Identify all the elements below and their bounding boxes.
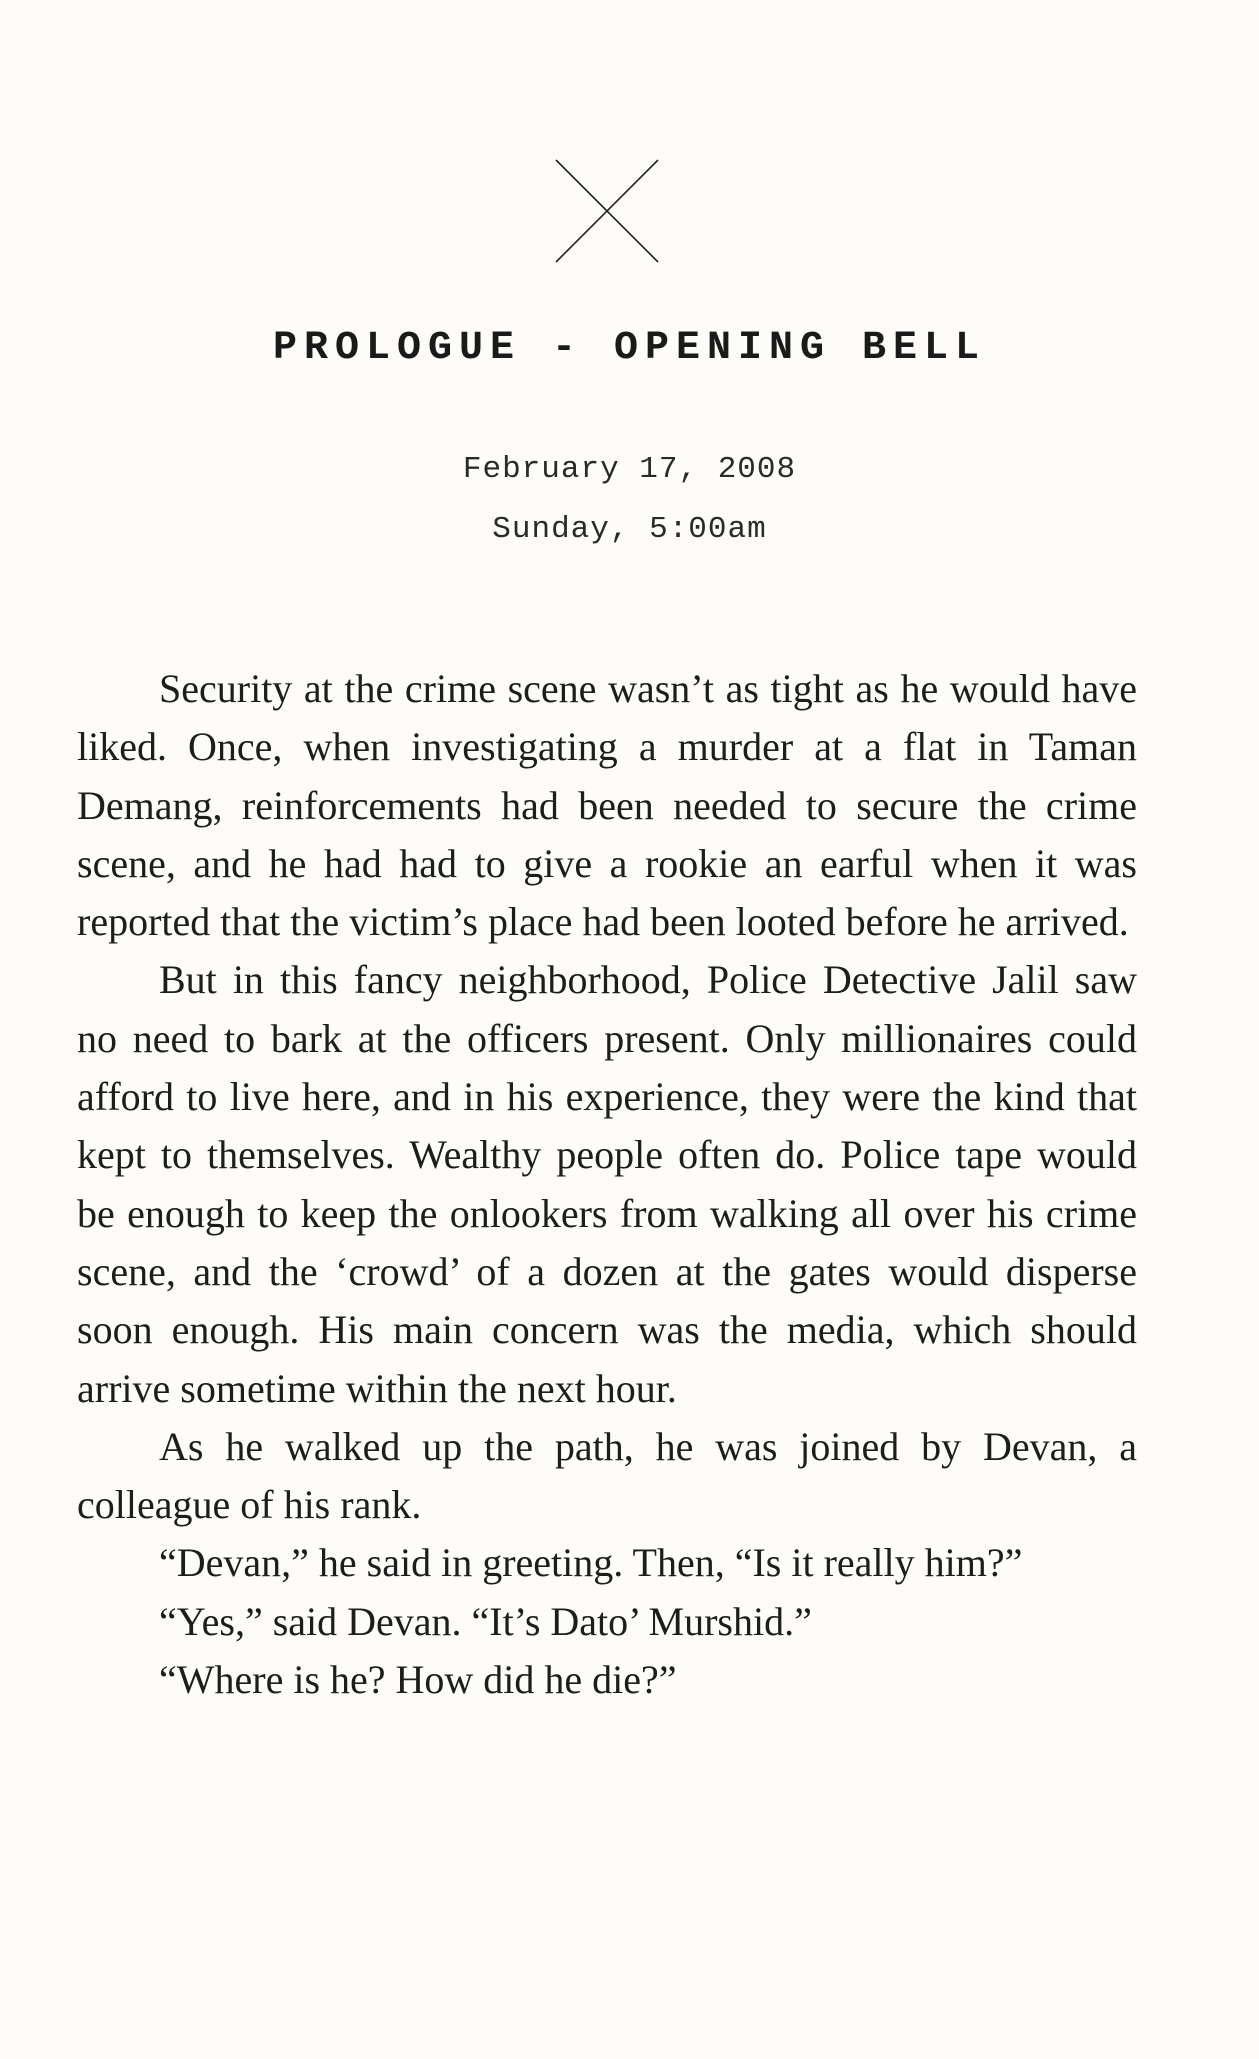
paragraph: “Devan,” he said in greeting. Then, “Is it really him?” [159, 1540, 1023, 1586]
paragraph: Security at the crime scene wasn’t as tight as he would have liked. Once, when investigating a murder at a flat in Taman Demang, reinforcements had been needed to secure the crime scene, and he had had to give a rookie an earful when it was reported that the victim’s place had been looted before he arrived. [77, 666, 1137, 945]
paragraph: “Where is he? How did he die?” [159, 1657, 677, 1703]
paragraph: As he walked up the path, he was joined by Devan, a colleague of his rank. [77, 1423, 1137, 1528]
chapter-date: February 17, 2008 [462, 452, 797, 487]
paragraph: “Yes,” said Devan. “It’s Dato’ Murshid.” [159, 1598, 812, 1644]
chapter-body [77, 660, 1137, 1709]
chapter-title: PROLOGUE - OPENING BELL [272, 326, 987, 371]
paragraph: But in this fancy neighborhood, Police Detective Jalil saw no need to bark at the officers present. Only millionaires could afford to live here, and in his experience, they were the kind that kept to themselves. Wealthy people often do. Police tape would be enough to keep the onlookers from walking all over his crime scene, and the ‘crowd’ of a dozen at the gates would disperse soon enough. His main concern was the media, which should arrive sometime within the next hour. [77, 957, 1137, 1411]
chapter-time: Sunday, 5:00am [492, 512, 767, 547]
x-cross-icon [554, 158, 660, 264]
